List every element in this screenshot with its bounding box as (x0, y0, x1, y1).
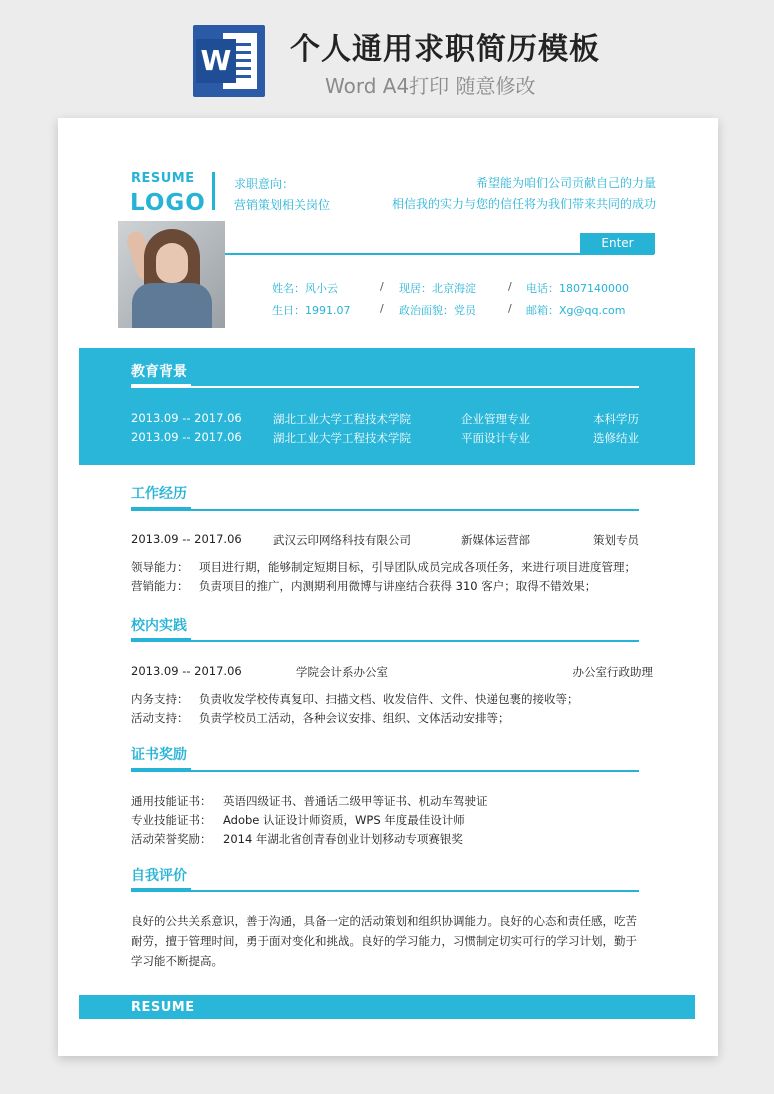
banner-subtitle: Word A4打印 随意修改 (325, 74, 536, 98)
edu-period: 2013.09 -- 2017.06 (131, 430, 242, 444)
section-title-work: 工作经历 (131, 486, 187, 502)
edu-school: 湖北工业大学工程技术学院 (273, 431, 411, 445)
logo-resume-text: RESUME (131, 171, 195, 186)
section-rule (131, 386, 639, 388)
banner-title: 个人通用求职简历模板 (290, 32, 600, 67)
slogan-line-2: 相信我的实力与您的信任将为我们带来共同的成功 (391, 197, 656, 211)
info-separator: / (508, 280, 512, 293)
word-icon-letter: W (196, 39, 236, 83)
section-title-campus: 校内实践 (131, 618, 187, 634)
logo-divider (212, 172, 215, 210)
section-title-education: 教育背景 (131, 364, 187, 380)
edu-major: 平面设计专业 (461, 431, 530, 445)
resume-page (58, 118, 718, 1056)
info-email: 邮箱：Xg@qq.com (526, 304, 626, 317)
info-phone: 电话：1807140000 (526, 282, 629, 295)
edu-period: 2013.09 -- 2017.06 (131, 411, 242, 425)
work-dept: 新媒体运营部 (461, 533, 530, 547)
info-separator: / (380, 280, 384, 293)
section-title-self-evaluation: 自我评价 (131, 868, 187, 884)
footer-resume-text: RESUME (131, 1000, 195, 1015)
work-period: 2013.09 -- 2017.06 (131, 532, 242, 546)
campus-item: 活动支持： 负责学校员工活动，各种会议安排、组织、文体活动安排等； (131, 711, 510, 725)
page-banner (0, 0, 774, 110)
job-intent-value: 营销策划相关岗位 (234, 198, 331, 212)
work-role: 策划专员 (593, 533, 639, 547)
campus-role: 办公室行政助理 (572, 665, 653, 679)
info-residence: 现居：北京海淀 (399, 282, 476, 295)
work-item: 营销能力： 负责项目的推广，内测期利用微博与讲座结合获得 310 客户；取得不错效果； (131, 579, 597, 593)
info-politics: 政治面貌：党员 (399, 304, 476, 317)
info-name: 姓名：风小云 (272, 282, 338, 295)
profile-photo (118, 221, 225, 328)
section-rule (131, 890, 639, 892)
info-separator: / (380, 302, 384, 315)
cert-item: 专业技能证书： Adobe 认证设计师资质，WPS 年度最佳设计师 (131, 813, 465, 827)
info-birth: 生日：1991.07 (272, 304, 351, 317)
logo-text: LOGO (130, 190, 206, 216)
work-item: 领导能力： 项目进行期，能够制定短期目标，引导团队成员完成各项任务，来进行项目进度管理； (131, 560, 636, 574)
campus-period: 2013.09 -- 2017.06 (131, 664, 242, 678)
edu-degree: 选修结业 (593, 431, 639, 445)
word-icon (193, 25, 265, 97)
self-evaluation-text: 良好的公共关系意识，善于沟通，具备一定的活动策划和组织协调能力。良好的心态和责任感，吃苦耐劳，擅于管理时间，勇于面对变化和挑战。良好的学习能力，习惯制定切实可行的学习计划，勤于学习能不断提高。 (131, 914, 637, 968)
campus-item: 内务支持： 负责收发学校传真复印、扫描文档、收发信件、文件、快递包裹的接收等； (131, 692, 579, 706)
cert-item: 通用技能证书： 英语四级证书、普通话二级甲等证书、机动车驾驶证 (131, 794, 488, 808)
footer-band (79, 995, 695, 1019)
job-intent-label: 求职意向： (234, 177, 295, 191)
section-rule (131, 770, 639, 772)
slogan-line-1: 希望能为咱们公司贡献自己的力量 (475, 176, 656, 190)
enter-button[interactable]: Enter (580, 233, 655, 254)
edu-degree: 本科学历 (593, 412, 639, 426)
section-rule (131, 640, 639, 642)
edu-major: 企业管理专业 (461, 412, 530, 426)
edu-school: 湖北工业大学工程技术学院 (273, 412, 411, 426)
cert-item: 活动荣誉奖励： 2014 年湖北省创青春创业计划移动专项赛银奖 (131, 832, 463, 846)
section-title-certificates: 证书奖励 (131, 747, 187, 763)
work-company: 武汉云印网络科技有限公司 (273, 533, 411, 547)
education-section (79, 348, 695, 465)
info-separator: / (508, 302, 512, 315)
campus-org: 学院会计系办公室 (296, 665, 388, 679)
section-rule (131, 509, 639, 511)
